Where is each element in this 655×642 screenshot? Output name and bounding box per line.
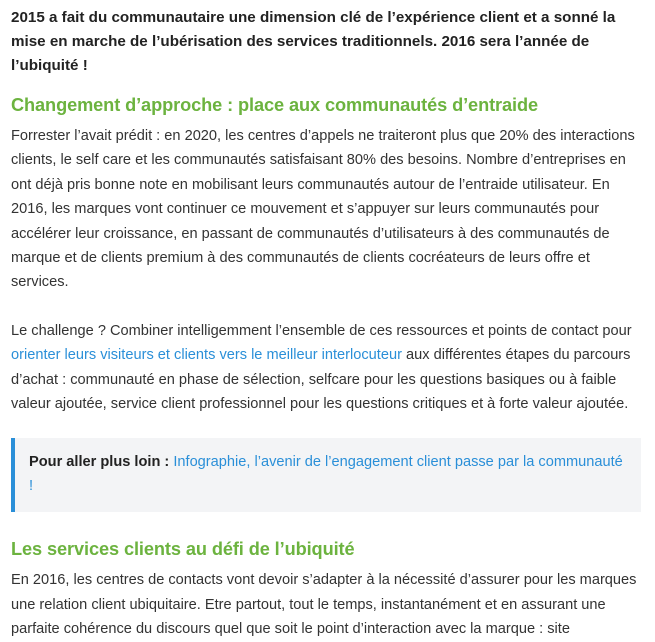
infographie-link[interactable]: Infographie, l’avenir de l’engagement client passe par la communauté ! — [29, 454, 623, 495]
section1-paragraph-1: Forrester l’avait prédit : en 2020, les centres d’appels ne traiteront plus que 20% des interactions clients, le self care et les communautés satisfaisant 80% des besoins. Nombre d’entreprises en ont déjà pris bonne note en mobilisant leurs communautés autour de l’entraide utilisateur. En 2016, les marques vont continuer ce mouvement et s’appuyer sur leurs communautés pour accélérer leur croissance, en passant de communautés d’utilisateurs à des communautés de marque et de clients premium à des communautés de clients cocréateurs de leurs offre et services. — [11, 128, 635, 291]
paragraph-spacer — [11, 295, 643, 319]
section2-paragraph-1: En 2016, les centres de contacts vont devoir s’adapter à la nécessité d’assurer pour les marques une relation client ubiquitaire. Etre partout, tout le temps, instantanément et en assurant une parfaite cohérence du discours quel que soit le point d’interaction avec la marque : site — [11, 572, 637, 638]
callout-lead: Pour aller plus loin : — [29, 454, 174, 471]
further-reading-callout — [11, 438, 641, 512]
paragraph2-text-after: aux différentes étapes du parcours d’achat : communauté en phase de sélection, selfcare pour les questions basiques ou à faible valeur ajoutée, service client professionnel pour les questions critiques et à forte valeur ajoutée. — [11, 347, 631, 413]
section-heading-changement: Changement d’approche : place aux communautés d’entraide — [11, 95, 539, 115]
section1-paragraph-2 — [11, 319, 643, 417]
intro-paragraph: 2015 a fait du communautaire une dimension clé de l’expérience client et a sonné la mise en marche de l’ubérisation des services traditionnels. 2016 sera l’année de l’ubiquité ! — [11, 9, 616, 74]
section-ubiquite — [11, 536, 643, 641]
paragraph2-text-before: Le challenge ? Combiner intelligemment l’ensemble de ces ressources et points de contact pour — [11, 322, 632, 339]
orienter-visiteurs-link[interactable]: orienter leurs visiteurs et clients vers le meilleur interlocuteur — [11, 347, 402, 364]
section-heading-ubiquite: Les services clients au défi de l’ubiquité — [11, 539, 355, 560]
